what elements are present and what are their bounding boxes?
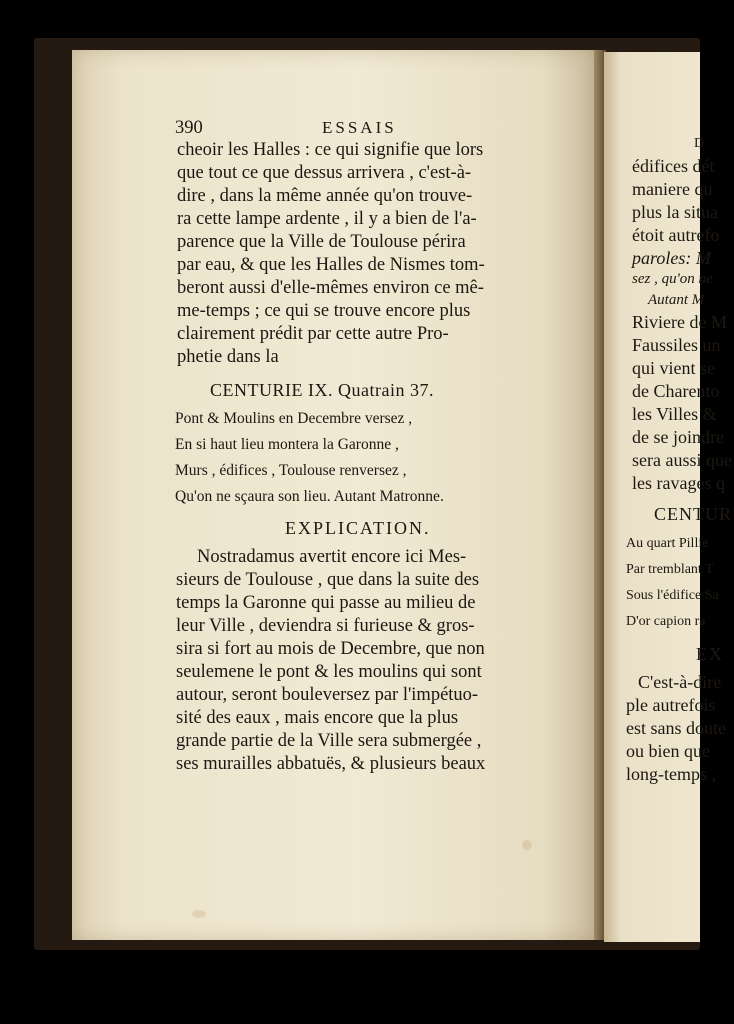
open-book <box>34 38 732 950</box>
text-line: seulemene le pont & les moulins qui sont <box>176 662 482 682</box>
text-line: sira si fort au mois de Decembre, que non <box>176 639 485 659</box>
running-head: ESSAIS <box>322 118 397 137</box>
quatrain-line: Murs , édifices , Toulouse renversez , <box>175 462 407 479</box>
foxing-spot <box>192 910 206 918</box>
text-line: édifices dét <box>632 156 715 176</box>
right-page <box>604 52 732 942</box>
text-line: ses murailles abbatuës, & plusieurs beaux <box>176 754 486 774</box>
text-line: ra cette lampe ardente , il y a bien de l'a- <box>177 209 477 229</box>
quatrain-line: Sous l'édifice Sa <box>626 588 719 603</box>
text-line: beront aussi d'elle-mêmes environ ce mê- <box>177 278 484 298</box>
text-line: C'est-à-dire <box>638 672 722 692</box>
text-line: autour, seront bouleversez par l'impétuo- <box>176 685 479 705</box>
text-line: par eau, & que les Halles de Nismes tom- <box>177 255 485 275</box>
text-line: clairement prédit par cette autre Pro- <box>177 324 449 344</box>
text-line: les Villes & <box>632 404 717 424</box>
text-line: Nostradamus avertit encore ici Mes- <box>197 547 467 567</box>
text-line: de se joindre <box>632 427 724 447</box>
quatrain-line: D'or capion ra <box>626 614 706 629</box>
text-line: ou bien que <box>626 741 710 761</box>
text-line: leur Ville , deviendra si furieuse & gros- <box>176 616 475 636</box>
text-line: est sans doute <box>626 718 726 738</box>
text-line: parence que la Ville de Toulouse périra <box>177 232 466 252</box>
text-line: sera aussi que <box>632 450 732 470</box>
text-line: étoit autrefo <box>632 225 720 245</box>
text-line: temps la Garonne qui passe au milieu de <box>176 593 476 613</box>
text-line: de Charento <box>632 381 720 401</box>
text-line: qui vient se <box>632 358 715 378</box>
text-line: sez , qu'on ne <box>632 271 713 287</box>
quatrain-line: En si haut lieu montera la Garonne , <box>175 436 399 453</box>
quatrain-line: Au quart Pillie <box>626 536 709 551</box>
centurie-heading: CENTURIE IX. Quatrain 37. <box>210 380 434 400</box>
left-page <box>72 50 596 940</box>
explication-heading: EXPLICATION. <box>285 518 431 538</box>
text-line: paroles: M <box>632 248 711 268</box>
explication-heading-partial: EX <box>696 644 724 664</box>
text-line: maniere qu <box>632 179 713 199</box>
text-line: ple autrefois <box>626 695 716 715</box>
foxing-spot <box>522 840 532 850</box>
text-line: sité des eaux , mais encore que la plus <box>176 708 459 728</box>
quatrain-line: Pont & Moulins en Decembre versez , <box>175 410 413 427</box>
text-line: Autant M <box>648 292 705 308</box>
running-head-partial: D <box>694 136 705 151</box>
page-number: 390 <box>175 118 203 138</box>
text-line: plus la situa <box>632 202 718 222</box>
text-line: me-temps ; ce qui se trouve encore plus <box>177 301 471 321</box>
quatrain-line: Par tremblant T <box>626 562 714 577</box>
text-line: Riviere de M <box>632 312 727 332</box>
text-line: Faussiles un <box>632 335 721 355</box>
text-line: les ravages q <box>632 473 725 493</box>
text-line: cheoir les Halles : ce qui signifie que lors <box>177 140 484 160</box>
text-line: sieurs de Toulouse , que dans la suite des <box>176 570 480 590</box>
text-line: que tout ce que dessus arrivera , c'est-à- <box>177 163 472 183</box>
text-line: phetie dans la <box>177 347 279 367</box>
text-line: dire , dans la même année qu'on trouve- <box>177 186 473 206</box>
text-line: grande partie de la Ville sera submergée , <box>176 731 482 751</box>
quatrain-line: Qu'on ne sçaura son lieu. Autant Matronne. <box>175 488 444 505</box>
text-line: long-temps , <box>626 764 716 784</box>
centurie-heading-partial: CENTUR <box>654 504 732 524</box>
